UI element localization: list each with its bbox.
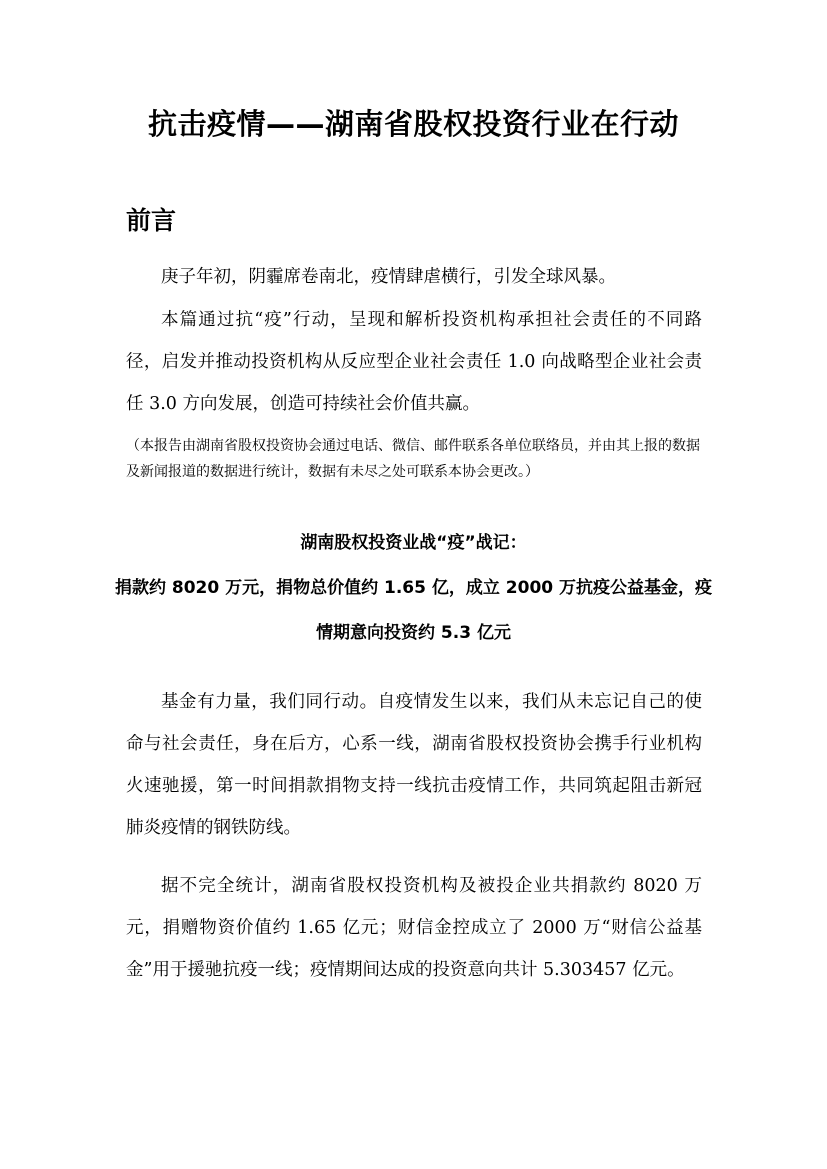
highlight-heading: 湖南股权投资业战“疫”战记： (300, 533, 527, 553)
preface-heading: 前言 (126, 206, 177, 235)
preface-paragraph-1: 庚子年初，阴霾席卷南北，疫情肆虐横行，引发全球风暴。 (161, 267, 616, 287)
highlight-summary: 捐款约 8020 万元，捐物总价值约 1.65 亿，成立 2000 万抗疫公益基金，疫情期意向投资约 5.3 亿元 (114, 578, 713, 643)
preface-paragraph-2: 本篇通过抗“疫”行动，呈现和解析投资机构承担社会责任的不同路径，启发并推动投资机构从反应型企业社会责任 1.0 向战略型企业社会责任 3.0 方向发展，创造可持续社会价值共赢。 (126, 310, 702, 414)
document-title: 抗击疫情——湖南省股权投资行业在行动 (147, 107, 679, 141)
body-paragraph-2: 据不完全统计，湖南省股权投资机构及被投企业共捐款约 8020 万元，捐赠物资价值约 1.65 亿元；财信金控成立了 2000 万“财信公益基金”用于援驰抗疫一线；疫情期间达成的投资意向共计 5.303457 亿元。 (126, 876, 702, 980)
data-source-note: （本报告由湖南省股权投资协会通过电话、微信、邮件联系各单位联络员，并由其上报的数据及新闻报道的数据进行统计，数据有未尽之处可联系本协会更改。） (126, 438, 700, 480)
body-paragraph-1: 基金有力量，我们同行动。自疫情发生以来，我们从未忘记自己的使命与社会责任，身在后方，心系一线，湖南省股权投资协会携手行业机构火速驰援，第一时间捐款捐物支持一线抗击疫情工作，共同筑起阻击新冠肺炎疫情的钢铁防线。 (126, 692, 702, 838)
